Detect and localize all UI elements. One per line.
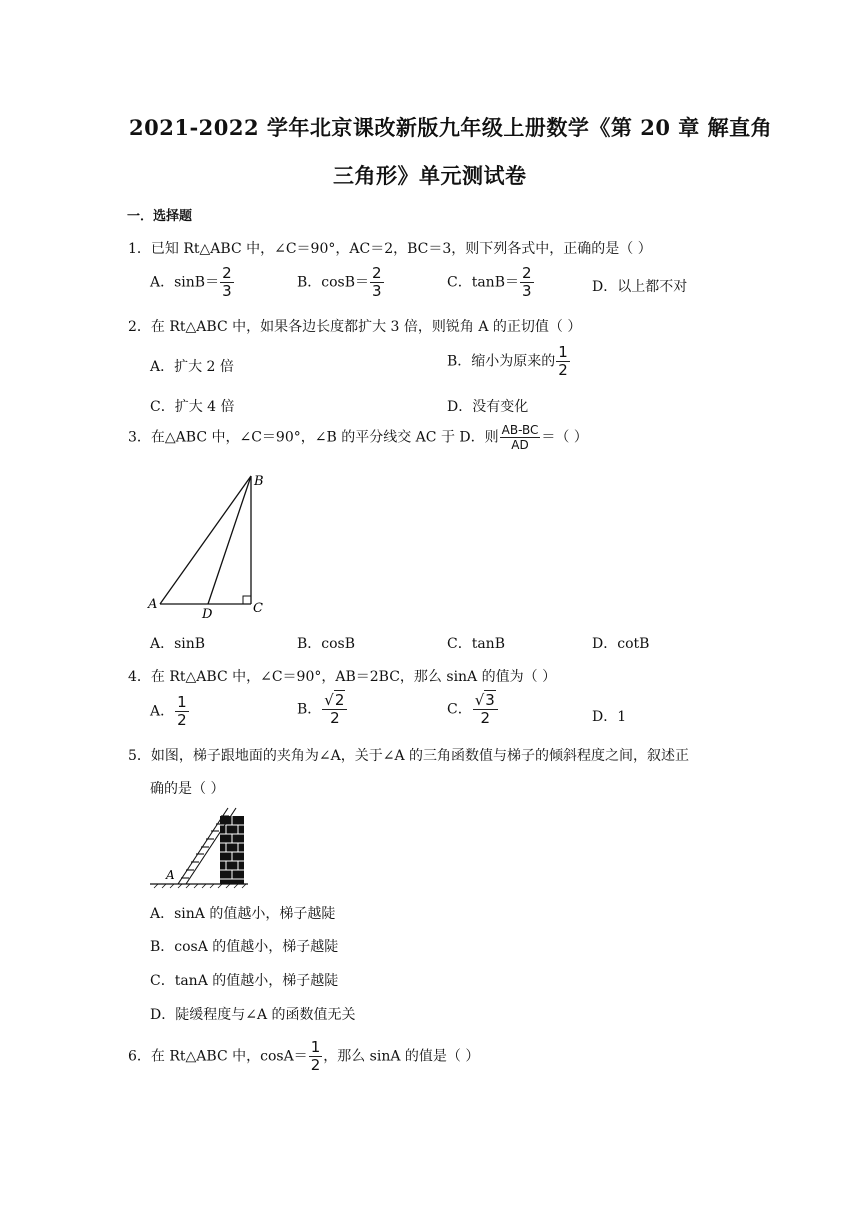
question-5-stem-line1: 5．如图，梯子跟地面的夹角为∠A，关于∠A 的三角函数值与梯子的倾斜程度之间，叙述正 (128, 748, 690, 764)
label-d: D (202, 607, 213, 620)
label-a: A (148, 597, 158, 612)
q2-option-d: D．没有变化 (447, 399, 529, 415)
label-a-angle: A (166, 868, 175, 882)
ladder-figure (148, 806, 254, 890)
q4-option-b: B． $\frac{√2}{2}$ (297, 693, 348, 726)
question-6-stem: 6．在 Rt△ABC 中，cosA＝ $\frac{1}{2}$ ，那么 sinA 的值是（ ） (128, 1038, 480, 1074)
question-1-stem: 1．已知 Rt△ABC 中，∠C＝90°，AC＝2，BC＝3，则下列各式中，正确的是（ ） (128, 241, 652, 257)
q5-option-c: C．tanA 的值越小，梯子越陡 (150, 973, 339, 989)
q5-option-b: B．cosA 的值越小，梯子越陡 (150, 939, 339, 955)
q5-option-d: D．陡缓程度与∠A 的函数值无关 (150, 1007, 356, 1023)
label-c: C (253, 601, 263, 616)
q3-option-a: A．sinB (150, 636, 206, 652)
question-5-stem-line2: 确的是（ ） (150, 781, 225, 797)
bisector-bd (208, 476, 251, 604)
side-ab (160, 476, 251, 604)
q1-option-c: C．tanB＝ $\frac{2}{3}$ (447, 264, 532, 300)
section-heading: 一．选择题 (127, 209, 193, 224)
q1-option-d: D．以上都不对 (592, 279, 688, 295)
q4-option-a: A． $\frac{1}{2}$ (150, 693, 187, 729)
question-2-stem: 2．在 Rt△ABC 中，如果各边长度都扩大 3 倍，则锐角 A 的正切值（ ） (128, 319, 582, 335)
q1-option-a: A．sinB＝ $\frac{2}{3}$ (150, 264, 232, 300)
question-4-stem: 4．在 Rt△ABC 中，∠C＝90°，AB＝2BC，那么 sinA 的值为（ ） (128, 669, 557, 685)
question-3-stem: 3．在△ABC 中，∠C＝90°，∠B 的平分线交 AC 于 D．则 $\frac{AB-BC}{AD}$ ＝（ ） (128, 423, 588, 452)
q2-option-a: A．扩大 2 倍 (150, 359, 234, 375)
q2-option-c: C．扩大 4 倍 (150, 399, 235, 415)
title-line-2: 三角形》单元测试卷 (333, 163, 527, 188)
q3-option-c: C．tanB (447, 636, 505, 652)
q4-option-d: D．1 (592, 709, 627, 725)
title-line-1: 2021-2022 学年北京课改新版九年级上册数学《第 20 章 解直角 (129, 115, 773, 140)
q5-option-a: A．sinA 的值越小，梯子越陡 (150, 906, 336, 922)
q4-option-c: C． $\frac{√3}{2}$ (447, 693, 499, 726)
q3-option-d: D．cotB (592, 636, 650, 652)
label-b: B (254, 474, 264, 489)
q1-option-b: B．cosB＝ $\frac{2}{3}$ (297, 264, 382, 300)
right-angle-mark (243, 596, 251, 604)
triangle-figure (145, 468, 275, 620)
q2-option-b: B．缩小为原来的 $\frac{1}{2}$ (447, 343, 568, 379)
q3-option-b: B．cosB (297, 636, 356, 652)
